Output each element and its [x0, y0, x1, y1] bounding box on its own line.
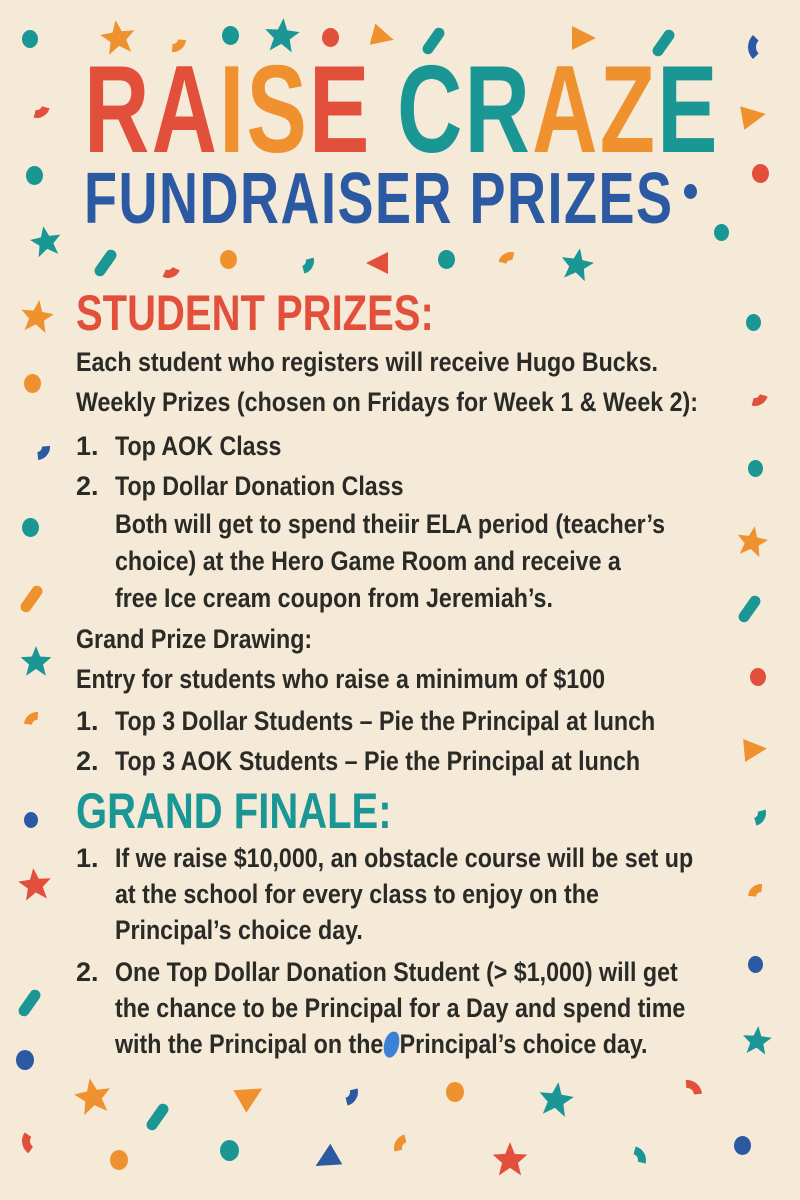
- dot-confetti: [22, 30, 38, 48]
- arc-confetti: [748, 30, 782, 64]
- list-number: 1.: [76, 705, 99, 736]
- arc-confetti: [20, 1124, 55, 1159]
- slash-confetti: [18, 584, 44, 615]
- triangle-confetti: [366, 252, 388, 274]
- dot-confetti: [734, 1136, 751, 1155]
- title-letter: R: [464, 41, 533, 179]
- list-number: 2.: [76, 745, 99, 776]
- dot-confetti: [220, 1140, 239, 1161]
- blob-line-before: with the Principal on the: [115, 1028, 384, 1059]
- entry-text: Entry for students who raise a minimum of $100: [76, 663, 606, 694]
- dot-confetti: [746, 314, 761, 331]
- blob-line: [115, 1029, 647, 1060]
- both-text-line: Both will get to spend theiir ELA period (teacher’s: [115, 509, 666, 539]
- list-item: [76, 840, 786, 876]
- star-confetti: [16, 866, 53, 903]
- body-line: [76, 506, 786, 543]
- arc-confetti: [19, 87, 55, 123]
- body-line: [76, 580, 786, 617]
- list-item-text: Principal’s choice day.: [115, 914, 363, 945]
- list-item: [76, 466, 786, 506]
- dot-confetti: [684, 184, 697, 199]
- triangle-confetti: [233, 1077, 269, 1113]
- body-line: [76, 1026, 786, 1062]
- arc-confetti: [19, 707, 56, 744]
- intro-text: Each student who registers will receive Hugo Bucks.: [76, 346, 658, 377]
- arc-confetti: [613, 1141, 651, 1179]
- dot-confetti: [714, 224, 729, 241]
- slash-confetti: [144, 1102, 170, 1133]
- dot-confetti: [438, 250, 455, 269]
- list-item-text: One Top Dollar Donation Student (> $1,000) will get: [115, 956, 678, 987]
- list-item-text: If we raise $10,000, an obstacle course will be set up: [115, 842, 694, 873]
- star-confetti: [557, 245, 596, 284]
- triangle-confetti: [310, 1144, 343, 1177]
- slash-confetti: [16, 988, 42, 1019]
- dot-confetti: [16, 1050, 34, 1070]
- star-confetti: [27, 223, 64, 260]
- section-heading-student-prizes: STUDENT PRIZES:: [76, 285, 434, 341]
- star-confetti: [536, 1080, 577, 1121]
- body-line: [76, 912, 786, 948]
- student-prizes-body: [76, 342, 786, 781]
- list-item-text: Top 3 AOK Students – Pie the Principal at lunch: [115, 745, 641, 776]
- dot-confetti: [220, 250, 237, 269]
- dot-confetti: [24, 374, 41, 393]
- star-confetti: [18, 298, 56, 336]
- dot-confetti: [24, 812, 38, 828]
- list-number: 1.: [76, 430, 99, 461]
- star-confetti: [20, 646, 52, 678]
- list-item-text: at the school for every class to enjoy on the: [115, 878, 599, 909]
- arc-confetti: [666, 1074, 708, 1116]
- title-letter: E: [309, 41, 372, 179]
- dot-confetti: [446, 1082, 464, 1102]
- list-item: [76, 741, 786, 781]
- body-line: [76, 659, 786, 699]
- grand-finale-body: [76, 840, 786, 1062]
- arc-confetti: [325, 1073, 363, 1111]
- list-number: 1.: [76, 842, 99, 873]
- list-number: 2.: [76, 956, 99, 987]
- title-letter: I: [219, 41, 247, 179]
- triangle-confetti: [740, 102, 768, 130]
- list-number: 2.: [76, 470, 99, 501]
- dot-confetti: [110, 1150, 128, 1170]
- arc-confetti: [735, 795, 771, 831]
- body-line: [76, 990, 786, 1026]
- list-item-text: Top 3 Dollar Students – Pie the Principal at lunch: [115, 705, 656, 736]
- arc-confetti: [493, 247, 529, 283]
- arc-confetti: [151, 248, 184, 281]
- title-letter: A: [532, 41, 600, 179]
- title-letter: S: [246, 41, 310, 179]
- title-letter: Z: [599, 41, 658, 179]
- weekly-prizes-text: Weekly Prizes (chosen on Fridays for Week 1 & Week 2):: [76, 386, 699, 417]
- arc-confetti: [389, 1129, 427, 1167]
- star-confetti: [492, 1142, 528, 1178]
- body-line: [76, 382, 786, 422]
- star-confetti: [71, 1075, 115, 1119]
- body-line: [76, 876, 786, 912]
- body-line: [76, 342, 786, 382]
- list-item: [76, 701, 786, 741]
- blob-line-after: Principal’s choice day.: [399, 1028, 648, 1059]
- dot-confetti: [22, 518, 39, 537]
- dot-confetti: [752, 164, 769, 183]
- body-line: [76, 619, 786, 659]
- both-text-line: choice) at the Hero Game Room and receive a: [115, 546, 621, 576]
- list-item-text: the chance to be Principal for a Day and spend time: [115, 992, 686, 1023]
- grand-prize-drawing-label: Grand Prize Drawing:: [76, 623, 313, 654]
- title-letter: R: [84, 41, 152, 179]
- body-line: [76, 543, 786, 580]
- list-item: [76, 954, 786, 990]
- arc-confetti: [283, 243, 319, 279]
- list-item-text: Top AOK Class: [115, 430, 282, 461]
- poster-subtitle: FUNDRAISER PRIZES: [84, 159, 674, 239]
- arc-confetti: [19, 429, 56, 466]
- section-heading-grand-finale: GRAND FINALE:: [76, 783, 392, 839]
- title-letter: A: [151, 41, 220, 179]
- title-letter: E: [657, 41, 720, 179]
- title-letter: C: [396, 41, 465, 179]
- slash-confetti: [92, 248, 118, 279]
- list-item-text: Top Dollar Donation Class: [115, 470, 404, 501]
- poster-title: [84, 41, 720, 179]
- dot-confetti: [26, 166, 43, 185]
- list-item: [76, 426, 786, 466]
- both-text-line: free Ice cream coupon from Jeremiah’s.: [115, 583, 553, 613]
